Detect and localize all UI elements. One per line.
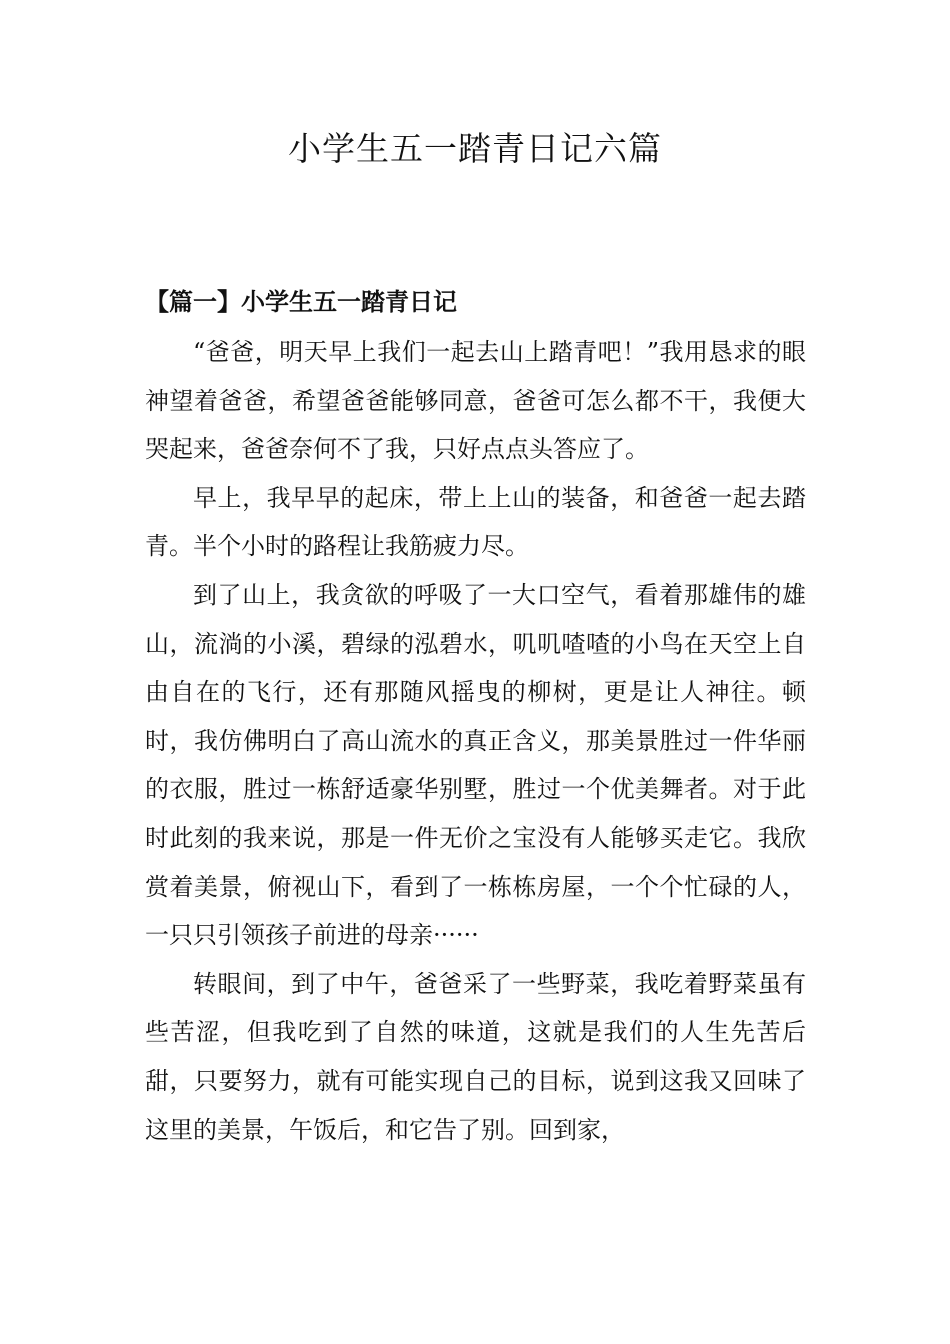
section-heading: 【篇一】小学生五一踏青日记 [145,287,457,316]
document-title: 小学生五一踏青日记六篇 [288,129,662,168]
paragraph-4: 转眼间，到了中午，爸爸采了一些野菜，我吃着野菜虽有些苦涩，但我吃到了自然的味道，这就是我们的人生先苦后甜，只要努力，就有可能实现自己的目标，说到这我又回味了这里的美景，午饭后，和它告了别。回到家， [145,969,806,1144]
document-body [145,328,806,1154]
paragraph-3: 到了山上，我贪欲的呼吸了一大口空气，看着那雄伟的雄山，流淌的小溪，碧绿的泓碧水，叽叽喳喳的小鸟在天空上自由自在的飞行，还有那随风摇曳的柳树，更是让人神往。顿时，我仿佛明白了高山流水的真正含义，那美景胜过一件华丽的衣服，胜过一栋舒适豪华别墅，胜过一个优美舞者。对于此时此刻的我来说，那是一件无价之宝没有人能够买走它。我欣赏着美景，俯视山下，看到了一栋栋房屋，一个个忙碌的人，一只只引领孩子前进的母亲······ [145,580,806,950]
paragraph-1: “爸爸，明天早上我们一起去山上踏青吧！”我用恳求的眼神望着爸爸，希望爸爸能够同意，爸爸可怎么都不干，我便大哭起来，爸爸奈何不了我，只好点点头答应了。 [145,338,806,464]
paragraph-2: 早上，我早早的起床，带上上山的装备，和爸爸一起去踏青。半个小时的路程让我筋疲力尽。 [145,483,806,561]
